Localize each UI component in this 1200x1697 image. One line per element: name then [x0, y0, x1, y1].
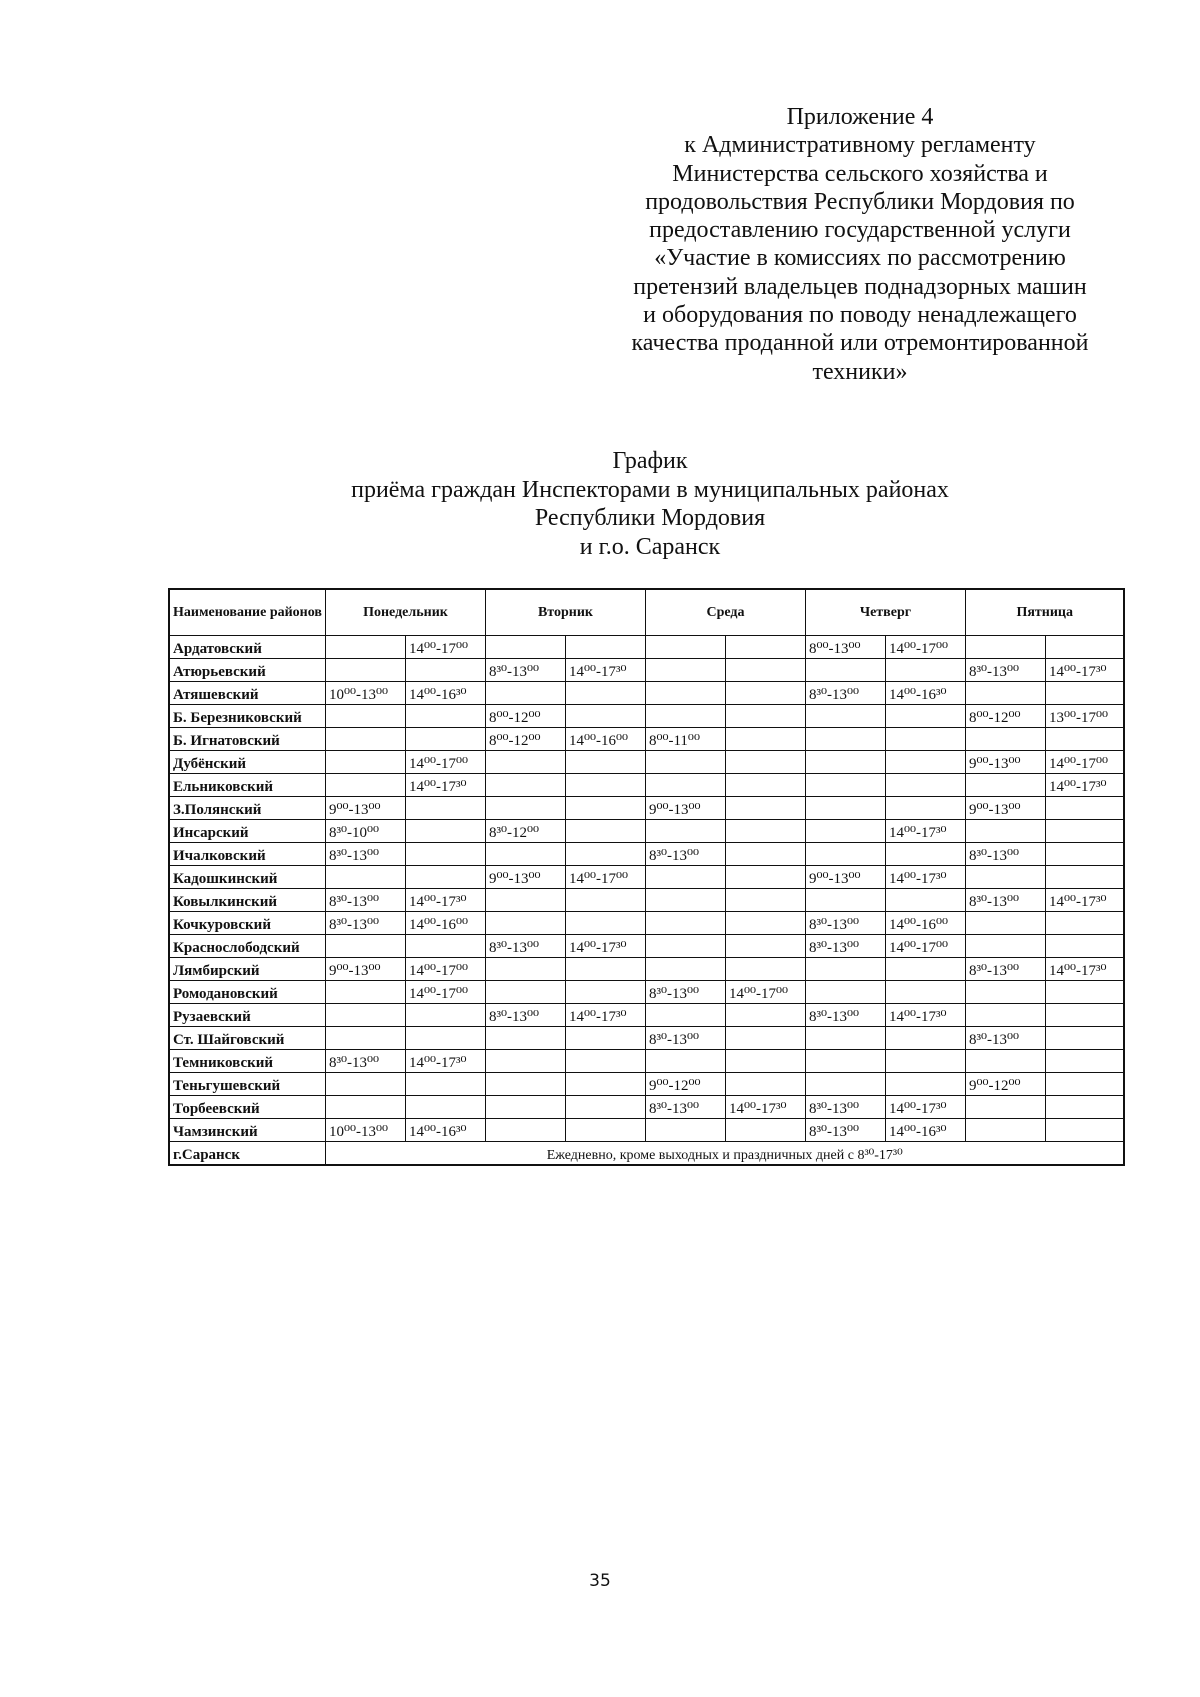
time-cell: 8³⁰-13⁰⁰	[485, 935, 565, 958]
time-cell	[805, 751, 885, 774]
time-cell: 14⁰⁰-17³⁰	[725, 1096, 805, 1119]
header-thursday: Четверг	[805, 589, 965, 636]
appendix-line: и оборудования по поводу ненадлежащего	[643, 302, 1077, 329]
district-name: Торбеевский	[169, 1096, 325, 1119]
time-cell: 14⁰⁰-17³⁰	[1045, 889, 1124, 912]
time-cell	[1045, 1096, 1124, 1119]
time-cell: 8³⁰-13⁰⁰	[805, 1119, 885, 1142]
time-cell: 14⁰⁰-16³⁰	[405, 682, 485, 705]
time-cell	[405, 728, 485, 751]
table-row	[169, 636, 1124, 659]
title-line: и г.о. Саранск	[579, 533, 721, 560]
table-row	[169, 705, 1124, 728]
table-row	[169, 682, 1124, 705]
time-cell	[885, 843, 965, 866]
district-name: Инсарский	[169, 820, 325, 843]
time-cell	[1045, 866, 1124, 889]
time-cell: 8³⁰-13⁰⁰	[805, 935, 885, 958]
time-cell	[565, 843, 645, 866]
time-cell	[645, 751, 725, 774]
time-cell: 14⁰⁰-17⁰⁰	[565, 866, 645, 889]
time-cell: 9⁰⁰-13⁰⁰	[485, 866, 565, 889]
time-cell: 8³⁰-13⁰⁰	[485, 659, 565, 682]
time-cell	[565, 912, 645, 935]
time-cell	[485, 1050, 565, 1073]
saransk-schedule-text: Ежедневно, кроме выходных и праздничных дней с 8³⁰-17³⁰	[325, 1142, 1124, 1166]
time-cell: 14⁰⁰-17³⁰	[565, 659, 645, 682]
time-cell	[1045, 912, 1124, 935]
time-cell: 8³⁰-13⁰⁰	[645, 1096, 725, 1119]
time-cell	[325, 935, 405, 958]
district-name: Ст. Шайговский	[169, 1027, 325, 1050]
appendix-line: к Административному регламенту	[684, 132, 1036, 159]
time-cell: 14⁰⁰-16⁰⁰	[405, 912, 485, 935]
time-cell	[1045, 1004, 1124, 1027]
time-cell: 8³⁰-13⁰⁰	[965, 889, 1045, 912]
time-cell: 14⁰⁰-17³⁰	[405, 1050, 485, 1073]
time-cell	[405, 659, 485, 682]
table-header-row	[169, 589, 1124, 636]
district-name: Б. Игнатовский	[169, 728, 325, 751]
appendix-line: продовольствия Республики Мордовия по	[645, 188, 1075, 215]
district-name: Ичалковский	[169, 843, 325, 866]
table-row	[169, 659, 1124, 682]
time-cell: 14⁰⁰-17⁰⁰	[1045, 751, 1124, 774]
time-cell: 14⁰⁰-16⁰⁰	[885, 912, 965, 935]
time-cell	[725, 1073, 805, 1096]
time-cell	[725, 935, 805, 958]
time-cell	[645, 1119, 725, 1142]
time-cell	[325, 705, 405, 728]
time-cell: 8³⁰-13⁰⁰	[485, 1004, 565, 1027]
header-friday: Пятница	[965, 589, 1124, 636]
time-cell: 8⁰⁰-13⁰⁰	[805, 636, 885, 659]
district-name: Чамзинский	[169, 1119, 325, 1142]
time-cell	[805, 843, 885, 866]
time-cell	[725, 751, 805, 774]
time-cell	[965, 1119, 1045, 1142]
page-number: 35	[589, 1571, 611, 1591]
district-name: Атяшевский	[169, 682, 325, 705]
table-row	[169, 728, 1124, 751]
time-cell	[725, 774, 805, 797]
time-cell	[325, 1096, 405, 1119]
district-name: Темниковский	[169, 1050, 325, 1073]
time-cell	[885, 659, 965, 682]
time-cell	[565, 1073, 645, 1096]
time-cell	[1045, 935, 1124, 958]
district-name: Кадошкинский	[169, 866, 325, 889]
table-row	[169, 1027, 1124, 1050]
time-cell: 14⁰⁰-17⁰⁰	[405, 981, 485, 1004]
time-cell: 14⁰⁰-17³⁰	[565, 1004, 645, 1027]
time-cell	[965, 981, 1045, 1004]
district-name: Лямбирский	[169, 958, 325, 981]
appendix-line: предоставлению государственной услуги	[649, 217, 1071, 244]
time-cell	[485, 981, 565, 1004]
time-cell	[485, 682, 565, 705]
title-line: График	[612, 448, 688, 474]
table-row	[169, 981, 1124, 1004]
time-cell	[805, 659, 885, 682]
time-cell	[965, 1050, 1045, 1073]
time-cell	[965, 866, 1045, 889]
time-cell	[405, 843, 485, 866]
table-row	[169, 1004, 1124, 1027]
time-cell	[1045, 728, 1124, 751]
time-cell	[725, 820, 805, 843]
time-cell: 14⁰⁰-16³⁰	[885, 682, 965, 705]
time-cell	[805, 1073, 885, 1096]
time-cell	[325, 1004, 405, 1027]
time-cell	[885, 889, 965, 912]
time-cell	[565, 981, 645, 1004]
time-cell: 14⁰⁰-16⁰⁰	[565, 728, 645, 751]
time-cell: 8³⁰-13⁰⁰	[325, 1050, 405, 1073]
time-cell	[965, 682, 1045, 705]
time-cell	[805, 958, 885, 981]
time-cell	[645, 636, 725, 659]
time-cell	[645, 1004, 725, 1027]
time-cell: 14⁰⁰-17³⁰	[405, 774, 485, 797]
time-cell: 8⁰⁰-11⁰⁰	[645, 728, 725, 751]
appendix-line: претензий владельцев поднадзорных машин	[633, 273, 1087, 300]
time-cell	[485, 843, 565, 866]
time-cell	[725, 843, 805, 866]
table-row	[169, 866, 1124, 889]
time-cell	[485, 751, 565, 774]
time-cell	[965, 1004, 1045, 1027]
time-cell	[405, 820, 485, 843]
time-cell: 10⁰⁰-13⁰⁰	[325, 1119, 405, 1142]
time-cell	[885, 797, 965, 820]
time-cell	[645, 820, 725, 843]
time-cell: 8³⁰-13⁰⁰	[805, 912, 885, 935]
time-cell	[565, 1119, 645, 1142]
time-cell: 8³⁰-13⁰⁰	[645, 843, 725, 866]
time-cell	[805, 797, 885, 820]
time-cell	[485, 1119, 565, 1142]
time-cell: 14⁰⁰-17³⁰	[885, 1004, 965, 1027]
title-line: приёма граждан Инспекторами в муниципальных районах	[351, 476, 949, 503]
appendix-line: «Участие в комиссиях по рассмотрению	[654, 245, 1066, 272]
time-cell	[325, 728, 405, 751]
district-name: Кочкуровский	[169, 912, 325, 935]
header-tuesday: Вторник	[485, 589, 645, 636]
table-row	[169, 1119, 1124, 1142]
time-cell: 8³⁰-13⁰⁰	[645, 981, 725, 1004]
table-row	[169, 820, 1124, 843]
time-cell	[1045, 1027, 1124, 1050]
time-cell	[885, 981, 965, 1004]
time-cell: 9⁰⁰-12⁰⁰	[645, 1073, 725, 1096]
time-cell	[325, 659, 405, 682]
time-cell	[725, 866, 805, 889]
time-cell	[565, 636, 645, 659]
time-cell: 14⁰⁰-17³⁰	[1045, 659, 1124, 682]
time-cell: 14⁰⁰-17³⁰	[405, 889, 485, 912]
time-cell	[485, 1027, 565, 1050]
time-cell	[885, 705, 965, 728]
time-cell	[805, 981, 885, 1004]
table-row	[169, 1073, 1124, 1096]
time-cell: 8³⁰-13⁰⁰	[805, 682, 885, 705]
time-cell	[405, 1073, 485, 1096]
time-cell	[885, 728, 965, 751]
time-cell: 14⁰⁰-17⁰⁰	[885, 935, 965, 958]
time-cell	[805, 1027, 885, 1050]
district-name: Атюрьевский	[169, 659, 325, 682]
time-cell: 9⁰⁰-13⁰⁰	[965, 751, 1045, 774]
time-cell: 8³⁰-13⁰⁰	[325, 912, 405, 935]
time-cell	[725, 912, 805, 935]
time-cell	[405, 866, 485, 889]
time-cell	[485, 958, 565, 981]
header-wednesday: Среда	[645, 589, 805, 636]
time-cell: 9⁰⁰-13⁰⁰	[325, 797, 405, 820]
time-cell	[325, 866, 405, 889]
time-cell: 9⁰⁰-13⁰⁰	[645, 797, 725, 820]
time-cell	[1045, 1050, 1124, 1073]
time-cell: 14⁰⁰-16³⁰	[885, 1119, 965, 1142]
time-cell	[725, 1050, 805, 1073]
time-cell: 14⁰⁰-17³⁰	[885, 1096, 965, 1119]
appendix-line: качества проданной или отремонтированной	[631, 330, 1089, 357]
time-cell	[565, 1096, 645, 1119]
table-row	[169, 774, 1124, 797]
time-cell	[405, 797, 485, 820]
time-cell: 8³⁰-13⁰⁰	[805, 1004, 885, 1027]
time-cell	[325, 981, 405, 1004]
time-cell	[565, 958, 645, 981]
time-cell: 9⁰⁰-12⁰⁰	[965, 1073, 1045, 1096]
table-row	[169, 843, 1124, 866]
district-name: Дубёнский	[169, 751, 325, 774]
time-cell	[725, 889, 805, 912]
time-cell: 14⁰⁰-16³⁰	[405, 1119, 485, 1142]
table-row	[169, 751, 1124, 774]
time-cell	[405, 1096, 485, 1119]
title-line: Республики Мордовия	[534, 505, 766, 531]
time-cell	[565, 705, 645, 728]
district-name: Рузаевский	[169, 1004, 325, 1027]
time-cell: 8³⁰-12⁰⁰	[485, 820, 565, 843]
time-cell: 8³⁰-13⁰⁰	[325, 889, 405, 912]
time-cell	[885, 1073, 965, 1096]
time-cell	[485, 1073, 565, 1096]
time-cell	[725, 797, 805, 820]
table-row	[169, 935, 1124, 958]
time-cell	[885, 1050, 965, 1073]
time-cell	[725, 728, 805, 751]
time-cell: 14⁰⁰-17³⁰	[1045, 958, 1124, 981]
time-cell: 14⁰⁰-17⁰⁰	[405, 751, 485, 774]
time-cell	[885, 958, 965, 981]
time-cell	[645, 1050, 725, 1073]
table-row	[169, 797, 1124, 820]
time-cell	[485, 1096, 565, 1119]
time-cell	[1045, 843, 1124, 866]
time-cell	[805, 705, 885, 728]
time-cell: 14⁰⁰-17³⁰	[1045, 774, 1124, 797]
appendix-line: Приложение 4	[786, 104, 934, 130]
time-cell	[1045, 820, 1124, 843]
district-name: Ромодановский	[169, 981, 325, 1004]
time-cell	[565, 682, 645, 705]
time-cell	[645, 682, 725, 705]
time-cell	[885, 774, 965, 797]
time-cell	[805, 820, 885, 843]
time-cell	[645, 912, 725, 935]
time-cell	[725, 1004, 805, 1027]
time-cell	[805, 889, 885, 912]
time-cell	[565, 889, 645, 912]
time-cell	[565, 1050, 645, 1073]
time-cell	[805, 774, 885, 797]
appendix-line: Министерства сельского хозяйства и	[672, 160, 1048, 187]
district-name: Краснослободский	[169, 935, 325, 958]
time-cell: 8³⁰-13⁰⁰	[965, 1027, 1045, 1050]
district-name: Ельниковский	[169, 774, 325, 797]
time-cell	[965, 820, 1045, 843]
time-cell	[405, 1004, 485, 1027]
appendix-line: техники»	[812, 358, 908, 385]
time-cell	[645, 866, 725, 889]
time-cell	[725, 705, 805, 728]
time-cell	[725, 659, 805, 682]
time-cell: 8³⁰-10⁰⁰	[325, 820, 405, 843]
time-cell	[565, 797, 645, 820]
appendix-header	[620, 103, 1100, 386]
time-cell: 8³⁰-13⁰⁰	[965, 659, 1045, 682]
time-cell: 8⁰⁰-12⁰⁰	[485, 728, 565, 751]
header-district-name: Наименование районов	[169, 589, 325, 636]
district-name: г.Саранск	[169, 1142, 325, 1166]
time-cell	[325, 751, 405, 774]
time-cell	[645, 705, 725, 728]
time-cell: 8³⁰-13⁰⁰	[965, 958, 1045, 981]
time-cell: 8³⁰-13⁰⁰	[645, 1027, 725, 1050]
time-cell: 14⁰⁰-17⁰⁰	[405, 958, 485, 981]
time-cell	[325, 636, 405, 659]
time-cell	[405, 935, 485, 958]
time-cell: 9⁰⁰-13⁰⁰	[805, 866, 885, 889]
time-cell	[1045, 797, 1124, 820]
time-cell	[325, 1027, 405, 1050]
time-cell	[645, 889, 725, 912]
district-name: Б. Березниковский	[169, 705, 325, 728]
time-cell	[725, 636, 805, 659]
time-cell: 14⁰⁰-17⁰⁰	[405, 636, 485, 659]
time-cell	[645, 935, 725, 958]
time-cell: 13⁰⁰-17⁰⁰	[1045, 705, 1124, 728]
table-row	[169, 1050, 1124, 1073]
time-cell	[885, 751, 965, 774]
time-cell: 14⁰⁰-17³⁰	[885, 820, 965, 843]
time-cell: 10⁰⁰-13⁰⁰	[325, 682, 405, 705]
schedule-table	[168, 588, 1125, 1166]
time-cell	[1045, 1119, 1124, 1142]
time-cell	[485, 636, 565, 659]
time-cell	[645, 774, 725, 797]
time-cell	[965, 912, 1045, 935]
time-cell	[325, 1073, 405, 1096]
schedule-title	[300, 447, 1000, 561]
time-cell	[805, 1050, 885, 1073]
time-cell: 9⁰⁰-13⁰⁰	[965, 797, 1045, 820]
time-cell	[885, 1027, 965, 1050]
time-cell	[405, 1027, 485, 1050]
time-cell	[965, 728, 1045, 751]
table-row	[169, 1096, 1124, 1119]
time-cell	[565, 751, 645, 774]
table-row-saransk	[169, 1142, 1124, 1166]
time-cell	[965, 774, 1045, 797]
time-cell: 9⁰⁰-13⁰⁰	[325, 958, 405, 981]
table-row	[169, 889, 1124, 912]
time-cell	[565, 820, 645, 843]
district-name: Теньгушевский	[169, 1073, 325, 1096]
time-cell	[965, 935, 1045, 958]
time-cell	[965, 636, 1045, 659]
time-cell	[965, 1096, 1045, 1119]
district-name: З.Полянский	[169, 797, 325, 820]
time-cell: 8³⁰-13⁰⁰	[325, 843, 405, 866]
time-cell	[805, 728, 885, 751]
time-cell	[1045, 636, 1124, 659]
time-cell	[485, 797, 565, 820]
time-cell	[645, 659, 725, 682]
time-cell: 14⁰⁰-17³⁰	[885, 866, 965, 889]
time-cell: 14⁰⁰-17⁰⁰	[885, 636, 965, 659]
table-row	[169, 958, 1124, 981]
district-name: Ардатовский	[169, 636, 325, 659]
time-cell	[1045, 1073, 1124, 1096]
time-cell	[485, 889, 565, 912]
time-cell: 14⁰⁰-17³⁰	[565, 935, 645, 958]
time-cell	[325, 774, 405, 797]
district-name: Ковылкинский	[169, 889, 325, 912]
time-cell	[725, 958, 805, 981]
time-cell	[565, 774, 645, 797]
time-cell: 8³⁰-13⁰⁰	[965, 843, 1045, 866]
time-cell	[485, 774, 565, 797]
time-cell: 8⁰⁰-12⁰⁰	[485, 705, 565, 728]
time-cell	[725, 682, 805, 705]
time-cell: 14⁰⁰-17⁰⁰	[725, 981, 805, 1004]
time-cell	[565, 1027, 645, 1050]
time-cell	[725, 1119, 805, 1142]
header-monday: Понедельник	[325, 589, 485, 636]
time-cell	[645, 958, 725, 981]
time-cell	[725, 1027, 805, 1050]
time-cell: 8⁰⁰-12⁰⁰	[965, 705, 1045, 728]
time-cell: 8³⁰-13⁰⁰	[805, 1096, 885, 1119]
time-cell	[405, 705, 485, 728]
table-row	[169, 912, 1124, 935]
time-cell	[485, 912, 565, 935]
time-cell	[1045, 981, 1124, 1004]
time-cell	[1045, 682, 1124, 705]
